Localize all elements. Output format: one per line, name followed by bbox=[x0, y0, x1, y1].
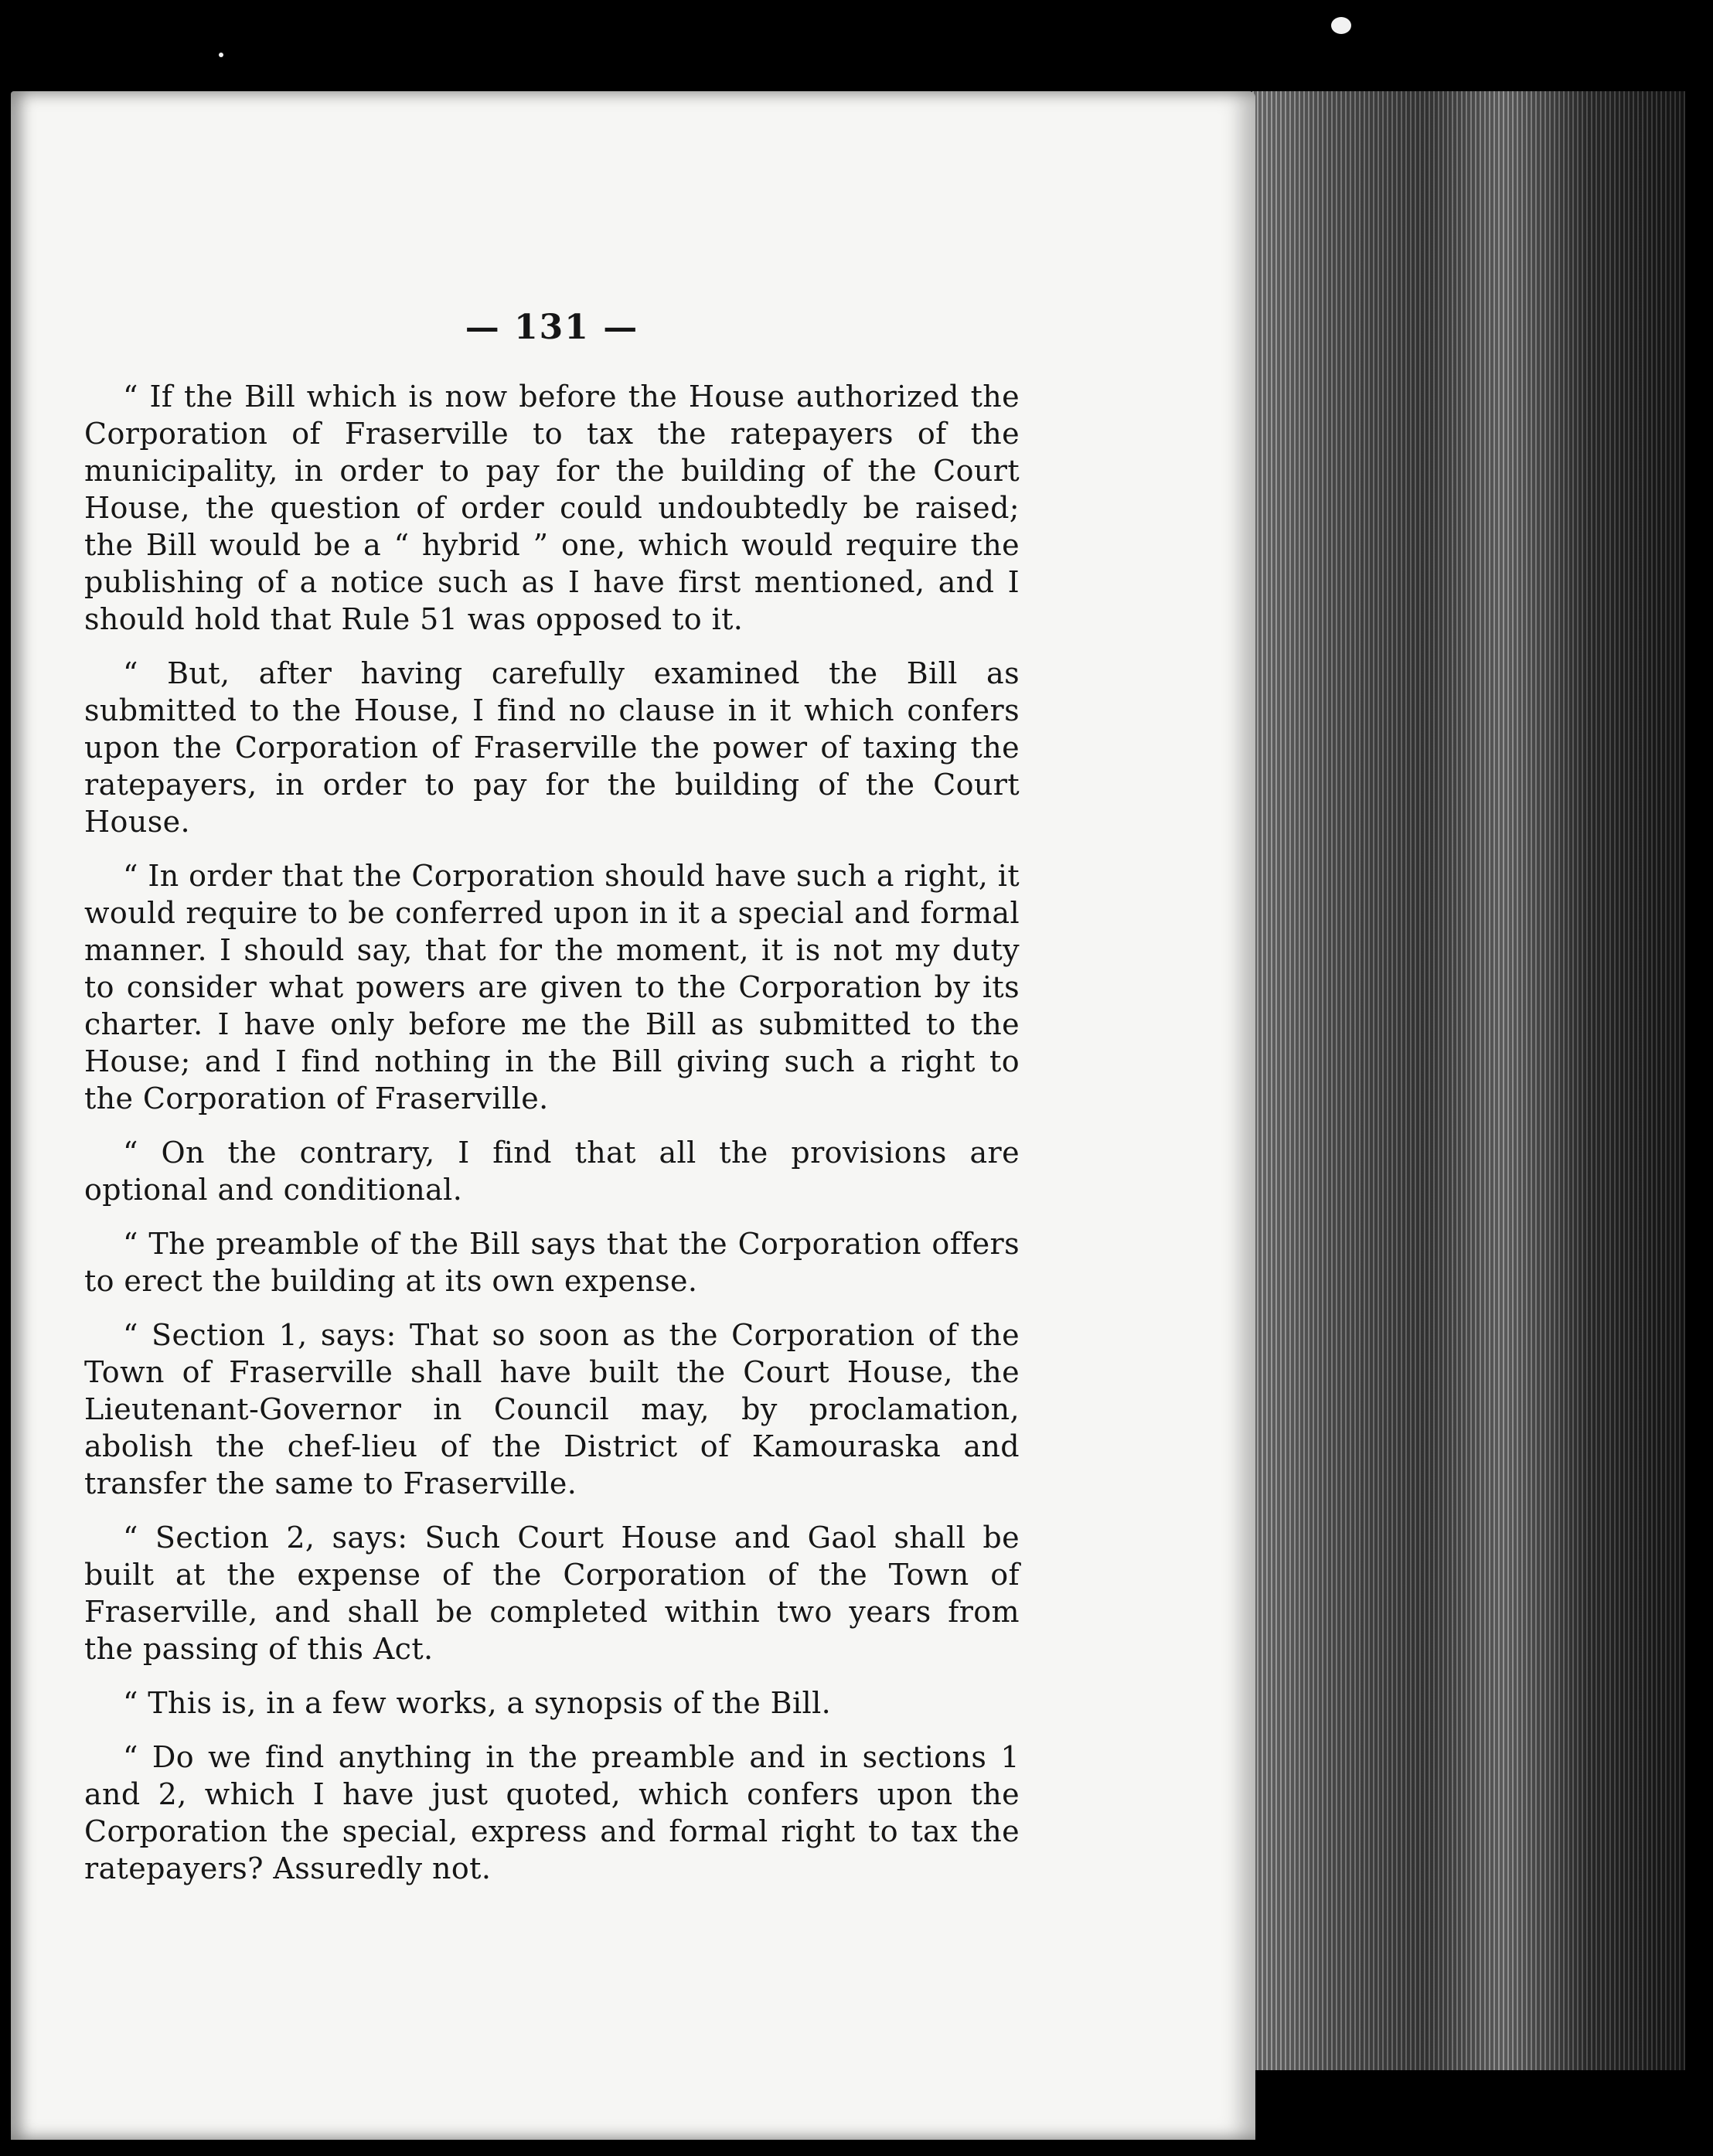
page-number: — 131 — bbox=[465, 308, 639, 347]
scan-speck bbox=[219, 53, 223, 57]
paragraph: “ The preamble of the Bill says that the Corporation offers to erect the building at its own expense. bbox=[84, 1227, 1020, 1298]
paragraph: “ In order that the Corporation should have such a right, it would require to be conferred upon in it a special and formal manner. I should say, that for the moment, it is not my duty to consider what powers are given to the Corporation by its charter. I have only before me the Bill as submitted to the House; and I find nothing in the Bill giving such a right to the Corporation of Fraserville. bbox=[84, 859, 1020, 1115]
paragraph: “ But, after having carefully examined the Bill as submitted to the House, I find no clause in it which confers upon the Corporation of Fraserville the power of taxing the ratepayers, in order to pay for the building of the Court House. bbox=[84, 656, 1020, 839]
page-content bbox=[84, 308, 1020, 1904]
scan-speck bbox=[1331, 17, 1351, 34]
paragraph: “ If the Bill which is now before the House authorized the Corporation of Fraserville to tax the ratepayers of the municipality, in order to pay for the building of the Court House, the question of order could undoubtedly be raised; the Bill would be a “ hybrid ” one, which would require the publishing of a notice such as I have first mentioned, and I should hold that Rule 51 was opposed to it. bbox=[84, 380, 1020, 636]
paragraph: “ Do we find anything in the preamble and in sections 1 and 2, which I have just quoted, which confers upon the Corporation the special, express and formal right to tax the ratepayers? Assuredly not. bbox=[84, 1740, 1020, 1885]
paragraph: “ Section 2, says: Such Court House and Gaol shall be built at the expense of the Corporation of the Town of Fraserville, and shall be completed within two years from the passing of this Act. bbox=[84, 1521, 1020, 1666]
paragraph: “ On the contrary, I find that all the provisions are optional and conditional. bbox=[84, 1136, 1020, 1207]
paragraph: “ This is, in a few works, a synopsis of the Bill. bbox=[123, 1686, 832, 1720]
book-page bbox=[11, 91, 1255, 2140]
book-page-edges bbox=[1252, 91, 1685, 2070]
paragraph: “ Section 1, says: That so soon as the Corporation of the Town of Fraserville shall have built the Court House, the Lieutenant-Governor in Council may, by proclamation, abolish the chef-lieu of the District of Kamouraska and transfer the same to Fraserville. bbox=[84, 1318, 1020, 1500]
